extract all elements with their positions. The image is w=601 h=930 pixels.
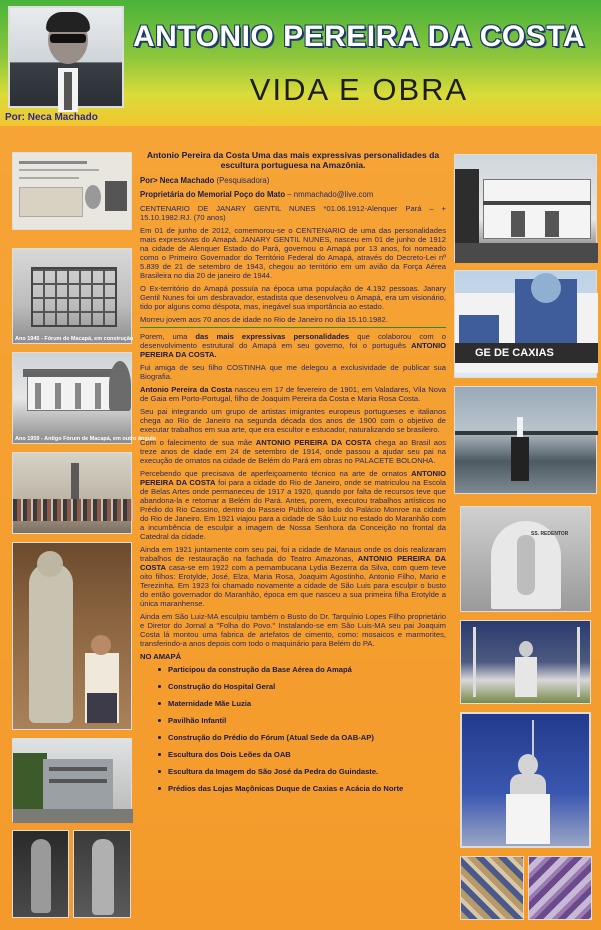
paragraph: Ainda em São Luiz-MA esculpiu também o Busto do Dr. Tarquínio Lopes Filho proprietário e Diretor do Jornal a "Folha do Povo." Instalando-se em São Luis-MA seu pai Joaquim Costa lá montou uma fabrica de artefatos de cimento, como: mosaicos e marmorites, transferindo-a anos depois com todo o maquinário para Belém do PA.	[140, 612, 446, 648]
page-subtitle: VIDA E OBRA	[249, 72, 469, 107]
paragraph: CENTENARIO DE JANARY GENTIL NUNES *01.06.1912-Alenquer Pará – + 15.10.1982.RJ. (70 anos)	[140, 204, 446, 222]
mosaic-photo-1	[460, 856, 524, 920]
byline: Por: Neca Machado	[5, 112, 98, 123]
id-card-photo	[12, 152, 132, 230]
paragraph: Percebendo que precisava de aperfeiçoamento técnico na arte de ornatos ANTONIO PEREIRA DA COSTA foi para a cidade do Rio de Janeiro, onde se matriculou na Escola de Belas Artes onde permaneceu de 1917 a 1920, quando por falta de recursos teve que abandona-la e retornar a Belém do Pará. Antes, porem, executou trabalhos artísticos no Prédio do Rio Cassino, dentro do Passeio Publico ao lado do Palácio Monroe na cidade do Rio de Janeiro. Em 1921 viajou para a cidade de São Luiz no estado do Maranhão com a incumbência de esculpir a imagem de Nossa Senhora da Conceição no frontal da Catedral da cidade.	[140, 469, 446, 541]
owner-email[interactable]: – nmmachado@live.com	[285, 190, 374, 199]
paragraph: Seu pai integrando um grupo de artistas imigrantes europeus portugueses e italianos chega ao Rio de Janeiro na segunda década dos anos de 1900 com o objetivo de executar trabalhos em sua arte, que era escultor e estucador, naturalizando se brasileiro.	[140, 407, 446, 434]
list-item: Maternidade Mãe Luzia	[158, 699, 446, 708]
crowd-monument-photo	[12, 452, 132, 534]
mosaic-photo-2	[528, 856, 592, 920]
list-item: Pavilhão Infantil	[158, 716, 446, 725]
owner-line: Proprietária do Memorial Poço do Mato – nmmachado@live.com	[140, 190, 374, 199]
list-item: Participou da construção da Base Aérea do Amapá	[158, 665, 446, 674]
list-item: Escultura da Imagem do São José da Pedra do Guindaste.	[158, 767, 446, 776]
list-item: Construção do Hospital Geral	[158, 682, 446, 691]
caxias-sign-text: GE DE CAXIAS	[455, 343, 598, 363]
paragraph: Antonio Pereira da Costa nasceu em 17 de fevereiro de 1901, em Valadares, Vila Nova de Gaia em Porto-Portugal, filho de Joaquim Pereira da Costa e Maria Rosa Costa.	[140, 385, 446, 403]
header-banner	[0, 0, 601, 126]
paragraph: O Ex-território do Amapá possuía na época uma população de 4.192 pessoas. Janary Gentil Nunes foi um desbravador, estadista que desenvolveu o Amapá, era um visionário, tido por alguns como déspota, mas, inegável sua importância ao estado.	[140, 284, 446, 311]
forum-construction-photo	[12, 248, 132, 344]
riverside-monument-photo	[454, 386, 597, 494]
article	[140, 150, 446, 801]
redentor-statue-photo	[460, 506, 591, 612]
saint-statue-photo-2	[73, 830, 131, 918]
list-item: Prédios das Lojas Maçônicas Duque de Caxias e Acácia do Norte	[158, 784, 446, 793]
paragraph: Em 01 de junho de 2012, comemorou-se o CENTENARIO de uma das personalidades mais expressivas do Amapá. JANARY GENTIL NUNES, nasceu em 01 de junho de 1912 na cidade de Alenquer Estado do Pará, governou o Amapá por 13 anos, foi nomeado como o Primeiro Governador do Território Federal do Amapá, através do Decreto-Lei nº 5.839 de 21 de setembro de 1943, chegou ao território em um avião da Força Aérea Brasileira no dia 20 de janeiro de 1944.	[140, 226, 446, 280]
bust-monument-photo	[460, 712, 591, 848]
list-item: Escultura dos Dois Leões da OAB	[158, 750, 446, 759]
caxias-lodge-photo	[454, 270, 597, 378]
statue-with-man-photo	[12, 542, 132, 730]
paragraph: Porem, uma das mais expressivas personalidades que colaborou com o desenvolvimento estrutural do Amapá em seu governo, foi o português ANTONIO PEREIRA DA COSTA.	[140, 332, 446, 359]
redentor-sign-text: SS. REDENTOR	[531, 531, 569, 537]
page-title: ANTONIO PEREIRA DA COSTA	[132, 20, 586, 53]
building-street-photo	[12, 738, 132, 822]
saint-statue-photo-1	[12, 830, 69, 918]
author-line: Por> Neca Machado (Pesquisadora)	[140, 176, 270, 185]
old-forum-photo	[12, 352, 156, 444]
paragraph: Com o falecimento de sua mãe ANTONIO PEREIRA DA COSTA chega ao Brasil aos treze anos de idade em 24 de setembro de 1914, onde passou a ajudar seu pai na execução de ornatos na cidade de Belém do Pará em obras no PALACETE BOLONHA.	[140, 438, 446, 465]
works-list	[158, 665, 446, 793]
paragraph: Morreu jovem aos 70 anos de idade no Rio de Janeiro no dia 15.10.1982.	[140, 315, 388, 324]
paragraph: Ainda em 1921 juntamente com seu pai, foi a cidade de Manaus onde os dois realizaram trabalhos de restauração na fachada do Teatro Amazonas, ANTONIO PEREIRA DA COSTA casa-se em 1922 com a pernambucana Lydia Bezerra da Silva, com quem teve oito filhos: Erotylde, José, Elza, Maria Rosa, Joaquim Agostinho, Antonio Filho, Mario e Terezinha. Em 1923 foi chamado novamente a cidade de São Luis para esculpir o busto do então governador do Maranhão, época em que nasceu a sua primeira filha Erotylde a única maranhense.	[140, 545, 446, 608]
bust-plaza-photo	[460, 620, 591, 704]
paragraph: Fui amiga de seu filho COSTINHA que me delegou a exclusividade de publicar sua Biografia.	[140, 363, 446, 381]
divider	[140, 327, 446, 328]
section-heading: NO AMAPÁ	[140, 652, 182, 661]
photo-caption: Ano 1945 - Fórum de Macapá, em construção	[15, 336, 134, 342]
list-item: Construção do Prédio do Fórum (Atual Sede da OAB-AP)	[158, 733, 446, 742]
photo-caption: Ano 1959 - Antigo Fórum de Macapá, em outro ângulo	[15, 436, 156, 442]
white-building-photo	[454, 154, 597, 262]
portrait-photo	[8, 6, 124, 108]
article-heading: Antonio Pereira da Costa Uma das mais expressivas personalidades da escultura portuguesa na Amazônia.	[146, 150, 440, 170]
